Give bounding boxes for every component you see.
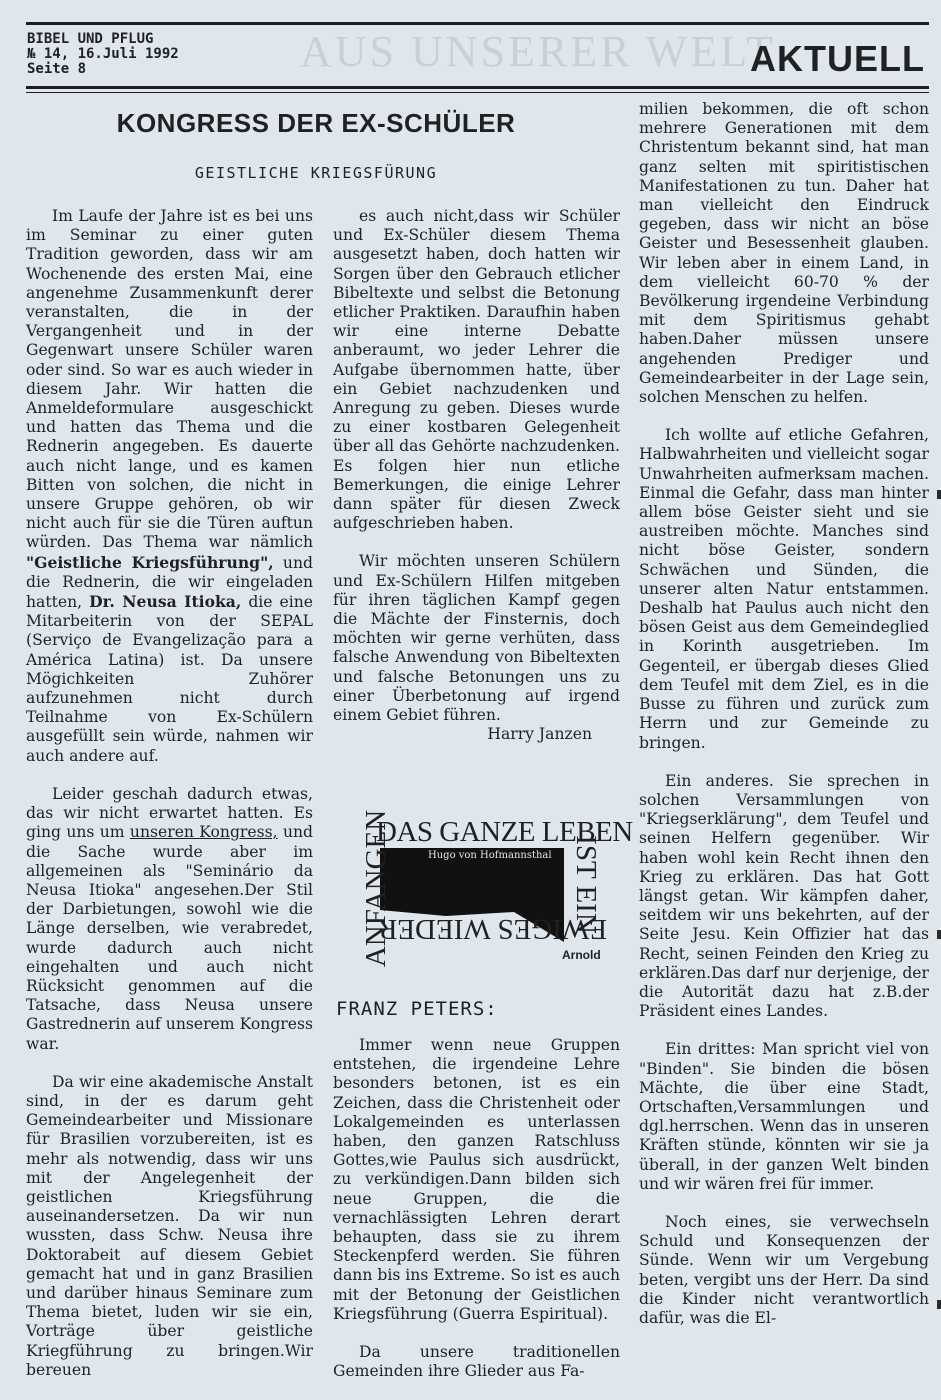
page-number: Seite 8: [27, 61, 87, 77]
column-1: [26, 207, 313, 1399]
col3-paragraph-3: Ein anderes. Sie sprechen in solchen Versammlungen von "Kriegserklärung", dem Teufel und seinen Helfern gegenüber. Wir haben wohl kein Recht ihnen den Krieg zu erklären. Das hat Gott längst getan. Wir kämpfen daher, seitdem wir uns bekehrten, auf der Seite Jesu. Kein Offizier hat das Recht, seinen Feinden den Krieg zu erklären.Das darf nur derjenige, der die Autorität dazu hat z.B.der Präsident eines Landes.: [639, 771, 929, 1021]
theme-highlight: "Geistliche Kriegsführung",: [26, 552, 274, 572]
masthead-info: [27, 32, 179, 77]
quote-graphic: [346, 809, 633, 968]
signature: Harry Janzen: [487, 725, 592, 744]
franz-peters-heading: FRANZ PETERS:: [336, 998, 498, 1020]
column-3: [639, 100, 929, 1347]
quote-attribution: Hugo von Hofmannsthal: [428, 850, 552, 861]
col1-paragraph-3: Da wir eine akademische Anstalt sind, in der es darum geht Gemeindearbeiter und Missionare für Brasilien vorzubereiten, ist es mehr als notwendig, dass wir uns mit der Angelegenheit der geistlichen Kriegsführung auseinandersetzen. Da wir nun wussten, dass Schw. Neusa ihre Doktorabeit auf diesem Gebiet gemacht hat und in ganz Brasilien und darüber hinaus Seminare zum Thema bietet, luden wir sie ein, Vorträge über geistliche Kriegführung zu bringen.Wir bereuen: [26, 1072, 313, 1379]
col1-paragraph-2: Leider geschah dadurch etwas, das wir nicht erwartet hatten. Es ging uns um unseren Kongress, und die Sache wurde aber im allgemeinen als "Seminário da Neusa Itioka" angesehen.Der Stil der Darbietungen, sowohl wie die Länge derselben, wie verabredet, wurde dadurch auch nicht eingehalten und auch nicht Rücksicht genommen auf die Tatsache, dass Neusa unsere Gastrednerin auf unserem Kongress war.: [26, 784, 314, 1053]
col2-paragraph-1: es auch nicht,dass wir Schüler und Ex-Schüler diesem Thema ausgesetzt haben, doch hatten wir Sorgen über den Gebrauch etlicher Bibeltexte und selbst die Betonung etlicher Praktiken. Daraufhin haben wir eine interne Debatte anberaumt, wo jeder Lehrer die Aufgabe übernommen hatte, über ein Gebiet nachzudenken und Anregung zu geben. Dieses wurde zu einer kostbaren Gelegenheit über all das Gehörte nachzudenken. Es folgen hier nun etliche Bemerkungen, die einige Lehrer dann später für diesen Zweck aufgeschrieben haben.: [333, 207, 620, 533]
masthead-rule-2: [26, 92, 929, 93]
quote-credit: Arnold: [562, 948, 601, 962]
quote-bottom-text: EWIGES WIEDER: [378, 913, 607, 945]
col3-paragraph-2: Ich wollte auf etliche Gefahren, Halbwahrheiten und vielleicht sogar Unwahrheiten aufmerksam machen. Einmal die Gefahr, dass man hinter allem böse Geister sieht und sie austreiben möchte. Manches sind nicht böse Geister, sondern Schwächen und Sünden, die unserer alten Natur entstammen. Deshalb hat Paulus auch nicht den bösen Geist aus dem Gemeindeglied in Korinth ausgetrieben. Im Gegenteil, er übergab dieses Glied dem Teufel mit dem Ziel, es in die Busse zu führen und zurück zum Herrn und zur Gemeinde zu bringen.: [639, 426, 929, 752]
franz-paragraph-1: Immer wenn neue Gruppen entstehen, die irgendeine Lehre besonders betonen, ist es ein Zeichen, dass die Christenheit oder Lokalgemeinden es unterlassen haben, den ganzen Ratschluss Gottes,wie Paulus sich ausdrückt, zu verkündigen.Dann bilden sich neue Gruppen, die die vernachlässigten Lehren derart behaupten, dass sie zu ihrem Steckenpferd werden. Sie führen dann bis ins Extreme. So ist es auch mit der Betonung der Geistlichen Kriegsführung (Guerra Espiritual).: [333, 1036, 620, 1323]
top-rule: [26, 22, 929, 25]
masthead-rule-1: [26, 86, 929, 89]
column-2: [333, 207, 620, 744]
quote-right-text: IST EIN: [569, 835, 602, 934]
issue-date: № 14, 16.Juli 1992: [27, 46, 179, 62]
col2-paragraph-2: Wir möchten unseren Schülern und Ex-Schülern Hilfen mitgeben für ihren täglichen Kampf gegen die Mächte der Finsternis, doch möchten wir gerne verhüten, dass falsche Anwendung von Bibeltexten und falsche Betonungen uns zu einer Überbetonung auf irgend einem Gebiet führen.: [333, 552, 620, 725]
binding-mark: [937, 490, 941, 499]
quote-left-text: ANFANGEN: [360, 809, 393, 968]
col1-paragraph-1: Im Laufe der Jahre ist es bei uns im Seminar zu einer guten Tradition geworden, dass wir am Wochenende des ersten Mai, eine angenehme Zusammenkunft derer veranstalten, die in der Vergangenheit und in der Gegenwart unsere Schüler waren oder sind. So war es auch wieder in diesem Jahr. Wir hatten die Anmeldeformulare ausgeschickt und hatten das Thema und die Rednerin angegeben. Es dauerte auch nicht lange, und es kamen Bitten von solchen, die nicht in unsere Gruppe gehören, ob wir nicht auch für sie die Türen auftun würden. Das Thema war nämlich "Geistliche Kriegsführung", und die Rednerin, die wir eingeladen hatten, Dr. Neusa Itioka, die eine Mitarbeiterin von der SEPAL (Serviço de Evangelização para a América Latina) ist. Da unsere Mögichkeiten Zuhörer aufzunehmen nicht durch Teilnahme von Ex-Schülern ausgefüllt sein würde, nahmen wir auch andere auf.: [26, 207, 313, 765]
col3-paragraph-1: milien bekommen, die oft schon mehrere Generationen mit dem Christentum bekannt sind, hat man ganz selten mit spiritistischen Manifestationen zu tun. Daher hat man vielleicht den Eindruck gegeben, dass wir nicht an böse Geister und Besessenheit glauben. Wir leben aber in einem Land, in dem vielleicht 60-70 % der Bevölkerung irgendeine Verbindung mit dem Spiritismus gehabt haben.Daher müssen unsere angehenden Prediger und Gemeindearbeiter in der Lage sein, solchen Menschen zu helfen.: [639, 100, 929, 407]
col3-paragraph-4: Ein drittes: Man spricht viel von "Binden". Sie binden die bösen Mächte, die über eine Stadt, Ortschaften,Versammlungen und dgl.herrschen. Wenn das in unseren Kräften stünde, könnten wir sie ja überall, in der ganzen Welt binden und wir wären frei für immer.: [639, 1040, 929, 1193]
underlined-phrase: unseren Kongress,: [129, 823, 278, 842]
publication-name: BIBEL UND PFLUG: [27, 31, 154, 47]
speaker-name: Dr. Neusa Itioka,: [89, 592, 242, 612]
article-subtitle: GEISTLICHE KRIEGSFÜRUNG: [194, 164, 438, 182]
article-title: KONGRESS DER EX-SCHÜLER: [116, 108, 516, 138]
ghost-background-text: AUS UNSERER WELT: [300, 27, 776, 76]
section-label: AKTUELL: [750, 38, 925, 79]
binding-mark: [937, 930, 941, 939]
quote-top-text: DAS GANZE LEBEN: [376, 816, 633, 848]
col3-paragraph-5: Noch eines, sie verwechseln Schuld und Konsequenzen der Sünde. Wenn wir um Vergebung beten, vergibt uns der Herr. Da sind die Kinder nicht verantwortlich dafür, was die El-: [639, 1212, 929, 1327]
binding-mark: [937, 1300, 941, 1309]
column-2-lower: [333, 1036, 620, 1400]
franz-paragraph-2: Da unsere traditionellen Gemeinden ihre Glieder aus Fa-: [333, 1343, 620, 1381]
